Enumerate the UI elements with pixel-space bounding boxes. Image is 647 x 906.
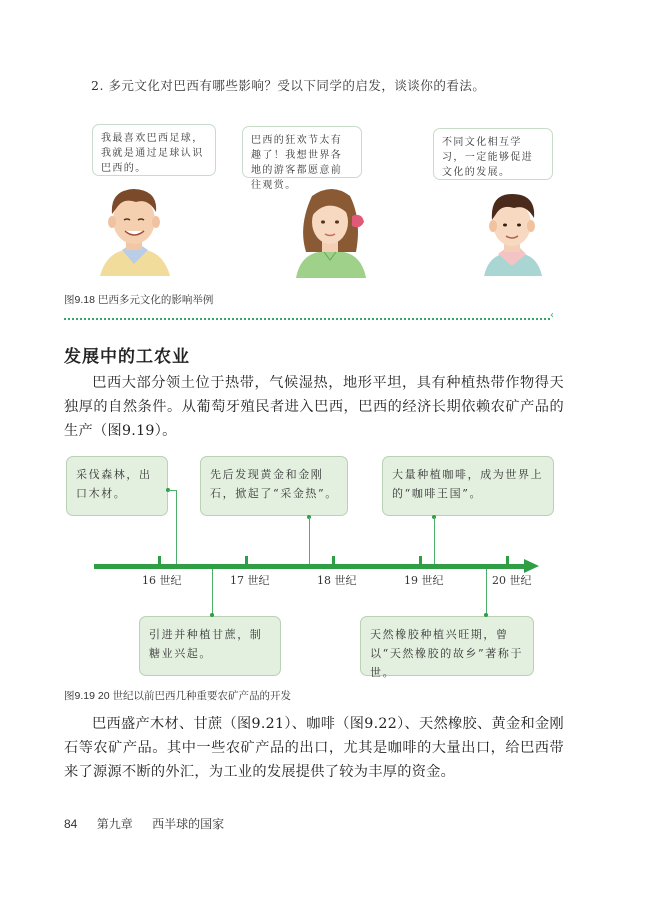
- event-box-coffee: 大量种植咖啡，成为世界上的“咖啡王国”。: [382, 456, 554, 516]
- axis-label-16th-century: 16 世纪: [142, 574, 182, 587]
- section-title: 发展中的工农业: [64, 347, 190, 367]
- connector-line: [434, 517, 435, 565]
- page-number: 84: [64, 817, 78, 831]
- boy-right-illustration: [480, 190, 544, 276]
- axis-tick: [158, 556, 161, 565]
- discussion-question: 2. 多元文化对巴西有哪些影响？受以下同学的启发，谈谈你的看法。: [91, 78, 486, 93]
- connector-line: [309, 517, 310, 565]
- connector-line: [176, 490, 177, 565]
- axis-tick: [332, 556, 335, 565]
- intro-paragraph: [64, 371, 564, 443]
- bubble-text: 巴西的狂欢节太有趣了！我想世界各地的游客都愿意前往观赏。: [251, 135, 343, 191]
- speech-bubble-girl-center: [242, 126, 362, 191]
- axis-tick: [245, 556, 248, 565]
- chapter-title: 西半球的国家: [152, 817, 225, 831]
- connector-line: [168, 490, 176, 491]
- axis-label-19th-century: 19 世纪: [404, 574, 444, 587]
- connector-dot: [484, 613, 488, 617]
- connector-line: [212, 566, 213, 616]
- event-box-gold-rush: 先后发现黄金和金刚石，掀起了“采金热”。: [200, 456, 348, 516]
- axis-label-20th-century: 20 世纪: [492, 574, 532, 587]
- timeline-arrow-icon: [524, 559, 539, 573]
- connector-dot: [210, 613, 214, 617]
- speech-bubble-boy-right: [433, 128, 553, 180]
- figure-9-19-caption: 图9.19 20 世纪以前巴西几种重要农矿产品的开发: [64, 690, 291, 702]
- speech-bubble-boy-left: [92, 124, 216, 176]
- axis-label-18th-century: 18 世纪: [317, 574, 357, 587]
- event-box-timber: 采伐森林，出口木材。: [66, 456, 168, 516]
- paragraph-text: 巴西大部分领土位于热带，气候湿热，地形平坦，具有种植热带作物得天独厚的自然条件。从葡萄牙殖民者进入巴西，巴西的经济长期依赖农矿产品的生产（图9.19）。: [64, 375, 564, 439]
- event-box-rubber: 天然橡胶种植兴旺期，曾以“天然橡胶的故乡”著称于世。: [360, 616, 534, 676]
- chapter-label: 第九章: [96, 817, 133, 831]
- axis-tick: [419, 556, 422, 565]
- connector-line: [486, 566, 487, 616]
- page-footer: [64, 815, 240, 832]
- bubble-text: 我最喜欢巴西足球，我就是通过足球认识巴西的。: [101, 133, 204, 174]
- products-paragraph: [64, 712, 564, 784]
- axis-tick: [506, 556, 509, 565]
- figure-9-18-caption: 图9.18 巴西多元文化的影响举例: [64, 294, 214, 306]
- event-box-sugarcane: 引进并种植甘蔗，制糖业兴起。: [139, 616, 281, 676]
- divider-end-icon: ‹: [550, 310, 554, 321]
- section-divider: [64, 318, 550, 320]
- boy-left-illustration: [96, 184, 174, 276]
- paragraph-text: 巴西盛产木材、甘蔗（图9.21）、咖啡（图9.22）、天然橡胶、黄金和金刚石等农矿产品。其中一些农矿产品的出口，尤其是咖啡的大量出口，给巴西带来了源源不断的外汇，为工业的发展提供了较为丰厚的资金。: [64, 716, 564, 780]
- bubble-text: 不同文化相互学习，一定能够促进文化的发展。: [442, 137, 534, 178]
- girl-center-illustration: [290, 186, 372, 278]
- axis-label-17th-century: 17 世纪: [230, 574, 270, 587]
